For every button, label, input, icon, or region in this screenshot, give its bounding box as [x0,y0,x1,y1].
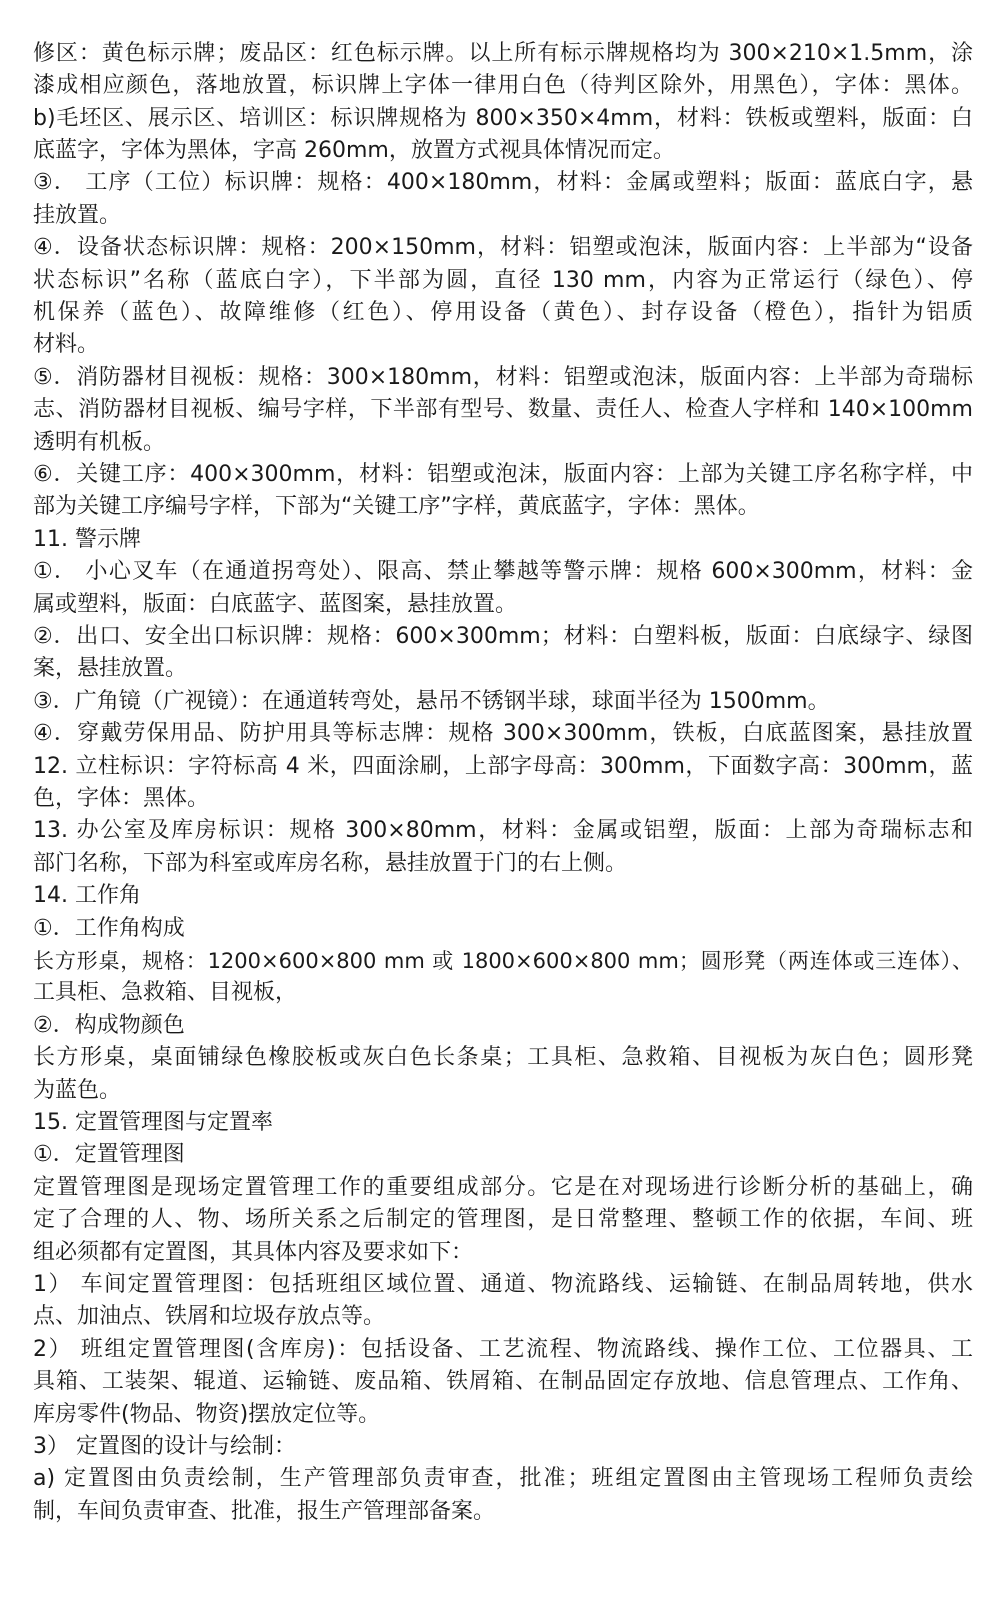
text-line: b)毛坯区、展示区、培训区：标识牌规格为 800×350×4mm，材料：铁板或塑料，版面：白 [33,106,973,131]
text-line: 漆成相应颜色，落地放置，标识牌上字体一律用白色（待判区除外，用黑色），字体：黑体。 [33,73,973,98]
text-line: a) 定置图由负责绘制，生产管理部负责审查，批准；班组定置图由主管现场工程师负责绘 [33,1466,973,1491]
text-line: 2） 班组定置管理图(含库房)：包括设备、工艺流程、物流路线、操作工位、工位器具、工 [33,1337,973,1362]
subsection-heading: ①．定置管理图 [33,1142,185,1167]
text-line: 长方形桌，桌面铺绿色橡胶板或灰白色长条桌；工具柜、急救箱、目视板为灰白色；圆形凳 [33,1045,973,1070]
text-line: 部为关键工序编号字样，下部为“关键工序”字样，黄底蓝字，字体：黑体。 [33,494,760,519]
subsection-heading: ②．构成物颜色 [33,1013,185,1038]
text-line: ②．出口、安全出口标识牌：规格：600×300mm；材料：白塑料板，版面：白底绿字、绿图 [33,624,973,649]
subsection-heading: ①．工作角构成 [33,916,185,941]
section-heading: 15. 定置管理图与定置率 [33,1110,273,1135]
text-line: 3） 定置图的设计与绘制： [33,1434,296,1459]
text-line: 修区：黄色标示牌；废品区：红色标示牌。以上所有标示牌规格均为 300×210×1.5mm，涂 [33,41,973,66]
text-line: 库房零件(物品、物资)摆放定位等。 [33,1402,381,1427]
text-line: 制，车间负责审查、批准，报生产管理部备案。 [33,1499,496,1524]
text-line: 志、消防器材目视板、编号字样，下半部有型号、数量、责任人、检查人字样和 140×100mm [33,397,973,422]
section-heading: 14. 工作角 [33,883,141,908]
text-line: ⑥．关键工序：400×300mm，材料：铝塑或泡沫，版面内容：上部为关键工序名称字样，中 [33,462,973,487]
text-line: 定了合理的人、物、场所关系之后制定的管理图，是日常整理、整顿工作的依据，车间、班 [33,1207,973,1232]
text-line: 属或塑料，版面：白底蓝字、蓝图案，悬挂放置。 [33,592,518,617]
text-line: ④．设备状态标识牌：规格：200×150mm，材料：铝塑或泡沫，版面内容：上半部为“设备 [33,235,973,260]
text-line: 长方形桌，规格：1200×600×800 mm 或 1800×600×800 mm；圆形凳（两连体或三连体）、 [33,949,973,973]
text-line: ③． 工序（工位）标识牌：规格：400×180mm，材料：金属或塑料；版面：蓝底白字，悬 [33,170,973,195]
text-line: 色，字体：黑体。 [33,786,210,811]
text-line: 挂放置。 [33,203,122,228]
text-line: 13. 办公室及库房标识：规格 300×80mm，材料：金属或铝塑，版面：上部为奇瑞标志和 [33,818,973,843]
text-line: 机保养（蓝色）、故障维修（红色）、停用设备（黄色）、封存设备（橙色），指针为铝质 [33,300,973,325]
text-line: 组必须都有定置图，其具体内容及要求如下： [33,1240,474,1265]
text-line: ⑤．消防器材目视板：规格：300×180mm，材料：铝塑或泡沫，版面内容：上半部为奇瑞标 [33,365,973,390]
section-heading: 11. 警示牌 [33,527,141,552]
text-line: 状态标识”名称（蓝底白字），下半部为圆，直径 130 mm，内容为正常运行（绿色）、停 [33,268,973,293]
text-line: 底蓝字，字体为黑体，字高 260mm，放置方式视具体情况而定。 [33,138,675,163]
text-line: 案，悬挂放置。 [33,656,188,681]
text-line: 12. 立柱标识：字符标高 4 米，四面涂刷，上部字母高：300mm，下面数字高：300mm，蓝 [33,754,973,779]
text-line: 材料。 [33,332,100,357]
text-line: ③．广角镜（广视镜）：在通道转弯处，悬吊不锈钢半球，球面半径为 1500mm。 [33,689,830,714]
text-line: 为蓝色。 [33,1078,122,1103]
text-line: 透明有机板。 [33,430,166,455]
text-line: 定置管理图是现场定置管理工作的重要组成部分。它是在对现场进行诊断分析的基础上，确 [33,1175,973,1200]
text-line: 1） 车间定置管理图：包括班组区域位置、通道、物流路线、运输链、在制品周转地，供水 [33,1272,973,1297]
text-line: 具箱、工装架、辊道、运输链、废品箱、铁屑箱、在制品固定存放地、信息管理点、工作角、 [33,1369,973,1394]
text-line: ④．穿戴劳保用品、防护用具等标志牌：规格 300×300mm，铁板，白底蓝图案，悬挂放置 [33,721,973,746]
text-line: ①． 小心叉车（在通道拐弯处）、限高、禁止攀越等警示牌：规格 600×300mm，材料：金 [33,559,973,584]
text-line: 工具柜、急救箱、目视板， [33,980,298,1005]
text-line: 部门名称，下部为科室或库房名称，悬挂放置于门的右上侧。 [33,851,628,876]
text-line: 点、加油点、铁屑和垃圾存放点等。 [33,1304,386,1329]
